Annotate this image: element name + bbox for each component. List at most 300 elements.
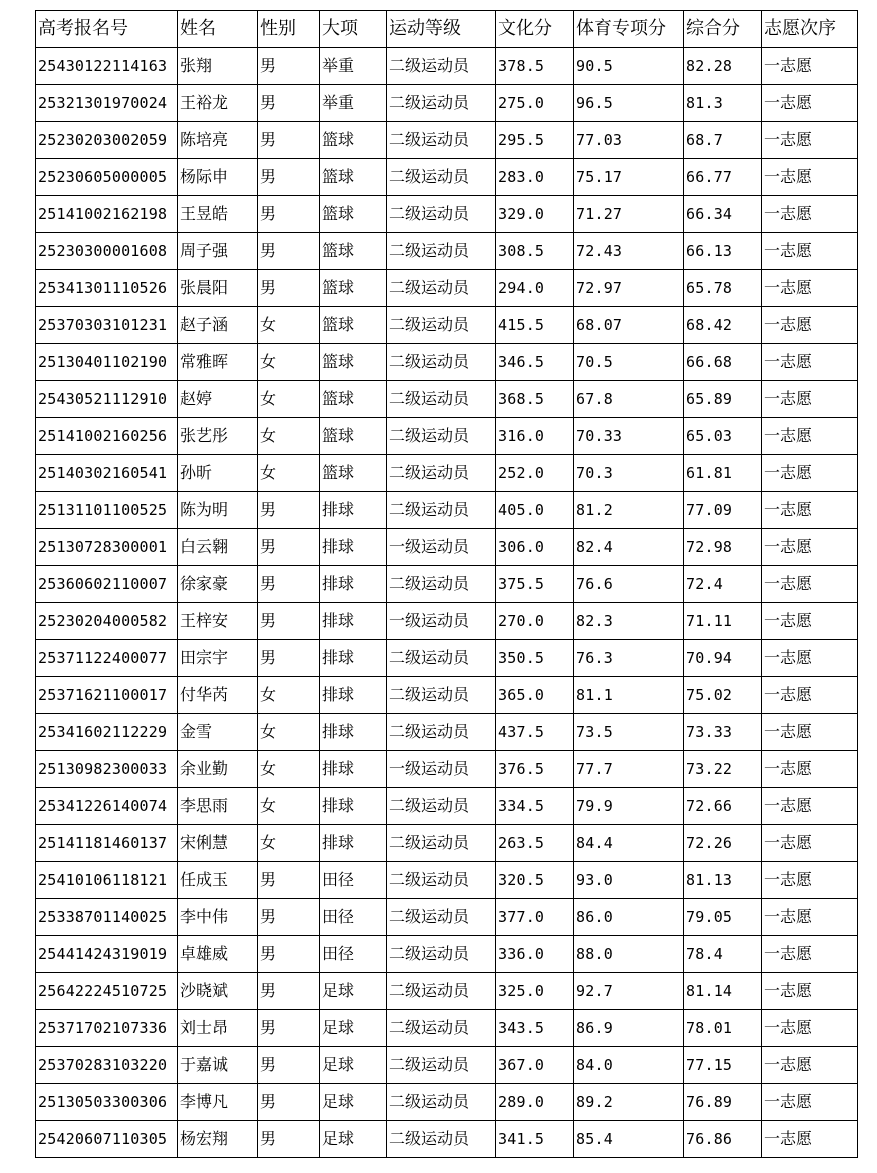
preference-cell: 一志愿 <box>762 1010 858 1047</box>
preference-cell: 一志愿 <box>762 381 858 418</box>
exam-id-cell: 25141181460137 <box>36 825 178 862</box>
culture-score-cell: 377.0 <box>496 899 574 936</box>
sport-cell: 篮球 <box>320 307 387 344</box>
sport-cell: 篮球 <box>320 159 387 196</box>
total-score-cell: 76.89 <box>684 1084 762 1121</box>
pe-score-cell: 77.7 <box>574 751 684 788</box>
table-row <box>36 1121 858 1158</box>
pe-score-cell: 85.4 <box>574 1121 684 1158</box>
exam-id-cell: 25130728300001 <box>36 529 178 566</box>
gender-cell: 男 <box>258 122 320 159</box>
name-cell: 张晨阳 <box>178 270 258 307</box>
gender-cell: 男 <box>258 233 320 270</box>
preference-cell: 一志愿 <box>762 529 858 566</box>
gender-cell: 男 <box>258 85 320 122</box>
table-row <box>36 529 858 566</box>
culture-score-cell: 336.0 <box>496 936 574 973</box>
exam-id-cell: 25338701140025 <box>36 899 178 936</box>
pe-score-cell: 76.6 <box>574 566 684 603</box>
name-cell: 李思雨 <box>178 788 258 825</box>
preference-cell: 一志愿 <box>762 270 858 307</box>
exam-id-cell: 25420607110305 <box>36 1121 178 1158</box>
athlete-level-cell: 二级运动员 <box>387 418 496 455</box>
culture-score-cell: 341.5 <box>496 1121 574 1158</box>
culture-score-cell: 350.5 <box>496 640 574 677</box>
preference-cell: 一志愿 <box>762 973 858 1010</box>
exam-id-cell: 25341226140074 <box>36 788 178 825</box>
sport-cell: 排球 <box>320 640 387 677</box>
table-body <box>36 48 858 1158</box>
name-cell: 金雪 <box>178 714 258 751</box>
exam-id-cell: 25140302160541 <box>36 455 178 492</box>
pe-score-cell: 84.0 <box>574 1047 684 1084</box>
preference-cell: 一志愿 <box>762 196 858 233</box>
gender-cell: 女 <box>258 751 320 788</box>
preference-cell: 一志愿 <box>762 936 858 973</box>
sport-cell: 足球 <box>320 1010 387 1047</box>
gender-cell: 男 <box>258 640 320 677</box>
pe-score-cell: 70.5 <box>574 344 684 381</box>
culture-score-cell: 334.5 <box>496 788 574 825</box>
gender-cell: 男 <box>258 603 320 640</box>
athlete-level-cell: 二级运动员 <box>387 492 496 529</box>
gender-cell: 女 <box>258 825 320 862</box>
header-athlete-level: 运动等级 <box>387 11 496 48</box>
gender-cell: 男 <box>258 1047 320 1084</box>
pe-score-cell: 67.8 <box>574 381 684 418</box>
gender-cell: 女 <box>258 418 320 455</box>
total-score-cell: 82.28 <box>684 48 762 85</box>
preference-cell: 一志愿 <box>762 418 858 455</box>
name-cell: 卓雄威 <box>178 936 258 973</box>
gender-cell: 男 <box>258 1010 320 1047</box>
culture-score-cell: 283.0 <box>496 159 574 196</box>
culture-score-cell: 294.0 <box>496 270 574 307</box>
table-row <box>36 788 858 825</box>
total-score-cell: 79.05 <box>684 899 762 936</box>
exam-id-cell: 25370283103220 <box>36 1047 178 1084</box>
header-total-score: 综合分 <box>684 11 762 48</box>
table-row <box>36 973 858 1010</box>
sport-cell: 足球 <box>320 1047 387 1084</box>
name-cell: 陈为明 <box>178 492 258 529</box>
sport-cell: 足球 <box>320 973 387 1010</box>
pe-score-cell: 96.5 <box>574 85 684 122</box>
preference-cell: 一志愿 <box>762 233 858 270</box>
total-score-cell: 68.42 <box>684 307 762 344</box>
culture-score-cell: 306.0 <box>496 529 574 566</box>
pe-score-cell: 81.2 <box>574 492 684 529</box>
sport-cell: 足球 <box>320 1121 387 1158</box>
total-score-cell: 81.13 <box>684 862 762 899</box>
sport-cell: 排球 <box>320 566 387 603</box>
athlete-level-cell: 二级运动员 <box>387 1010 496 1047</box>
sport-cell: 篮球 <box>320 381 387 418</box>
culture-score-cell: 378.5 <box>496 48 574 85</box>
total-score-cell: 65.89 <box>684 381 762 418</box>
exam-id-cell: 25341301110526 <box>36 270 178 307</box>
sport-cell: 篮球 <box>320 270 387 307</box>
gender-cell: 男 <box>258 566 320 603</box>
name-cell: 刘士昂 <box>178 1010 258 1047</box>
total-score-cell: 66.13 <box>684 233 762 270</box>
total-score-cell: 65.78 <box>684 270 762 307</box>
table-row <box>36 381 858 418</box>
total-score-cell: 72.98 <box>684 529 762 566</box>
total-score-cell: 75.02 <box>684 677 762 714</box>
header-preference-order: 志愿次序 <box>762 11 858 48</box>
pe-score-cell: 90.5 <box>574 48 684 85</box>
athlete-level-cell: 二级运动员 <box>387 85 496 122</box>
athlete-level-cell: 二级运动员 <box>387 48 496 85</box>
header-exam-id: 高考报名号 <box>36 11 178 48</box>
admission-table <box>35 10 858 1158</box>
admission-list-sheet <box>35 10 857 1158</box>
name-cell: 赵子涵 <box>178 307 258 344</box>
exam-id-cell: 25360602110007 <box>36 566 178 603</box>
pe-score-cell: 71.27 <box>574 196 684 233</box>
preference-cell: 一志愿 <box>762 48 858 85</box>
culture-score-cell: 289.0 <box>496 1084 574 1121</box>
culture-score-cell: 329.0 <box>496 196 574 233</box>
table-row <box>36 603 858 640</box>
athlete-level-cell: 一级运动员 <box>387 603 496 640</box>
gender-cell: 女 <box>258 381 320 418</box>
gender-cell: 男 <box>258 270 320 307</box>
preference-cell: 一志愿 <box>762 825 858 862</box>
pe-score-cell: 84.4 <box>574 825 684 862</box>
name-cell: 田宗宇 <box>178 640 258 677</box>
gender-cell: 女 <box>258 714 320 751</box>
name-cell: 张艺彤 <box>178 418 258 455</box>
sport-cell: 田径 <box>320 899 387 936</box>
sport-cell: 排球 <box>320 714 387 751</box>
preference-cell: 一志愿 <box>762 122 858 159</box>
culture-score-cell: 343.5 <box>496 1010 574 1047</box>
total-score-cell: 73.33 <box>684 714 762 751</box>
total-score-cell: 78.01 <box>684 1010 762 1047</box>
culture-score-cell: 308.5 <box>496 233 574 270</box>
total-score-cell: 71.11 <box>684 603 762 640</box>
name-cell: 杨宏翔 <box>178 1121 258 1158</box>
preference-cell: 一志愿 <box>762 159 858 196</box>
pe-score-cell: 81.1 <box>574 677 684 714</box>
athlete-level-cell: 二级运动员 <box>387 196 496 233</box>
table-row <box>36 455 858 492</box>
athlete-level-cell: 二级运动员 <box>387 122 496 159</box>
total-score-cell: 77.15 <box>684 1047 762 1084</box>
exam-id-cell: 25371122400077 <box>36 640 178 677</box>
exam-id-cell: 25230203002059 <box>36 122 178 159</box>
exam-id-cell: 25130982300033 <box>36 751 178 788</box>
athlete-level-cell: 二级运动员 <box>387 788 496 825</box>
name-cell: 孙昕 <box>178 455 258 492</box>
table-row <box>36 418 858 455</box>
sport-cell: 排球 <box>320 492 387 529</box>
total-score-cell: 76.86 <box>684 1121 762 1158</box>
preference-cell: 一志愿 <box>762 603 858 640</box>
preference-cell: 一志愿 <box>762 1047 858 1084</box>
name-cell: 王梓安 <box>178 603 258 640</box>
athlete-level-cell: 二级运动员 <box>387 566 496 603</box>
table-row <box>36 307 858 344</box>
pe-score-cell: 70.3 <box>574 455 684 492</box>
name-cell: 付华芮 <box>178 677 258 714</box>
table-row <box>36 122 858 159</box>
sport-cell: 篮球 <box>320 122 387 159</box>
total-score-cell: 77.09 <box>684 492 762 529</box>
table-row <box>36 196 858 233</box>
exam-id-cell: 25130503300306 <box>36 1084 178 1121</box>
exam-id-cell: 25230605000005 <box>36 159 178 196</box>
total-score-cell: 78.4 <box>684 936 762 973</box>
culture-score-cell: 365.0 <box>496 677 574 714</box>
header-sport: 大项 <box>320 11 387 48</box>
gender-cell: 女 <box>258 677 320 714</box>
gender-cell: 男 <box>258 48 320 85</box>
exam-id-cell: 25371702107336 <box>36 1010 178 1047</box>
table-row <box>36 862 858 899</box>
name-cell: 王裕龙 <box>178 85 258 122</box>
preference-cell: 一志愿 <box>762 85 858 122</box>
gender-cell: 男 <box>258 1084 320 1121</box>
pe-score-cell: 72.97 <box>574 270 684 307</box>
table-row <box>36 1010 858 1047</box>
sport-cell: 篮球 <box>320 233 387 270</box>
preference-cell: 一志愿 <box>762 566 858 603</box>
sport-cell: 足球 <box>320 1084 387 1121</box>
total-score-cell: 73.22 <box>684 751 762 788</box>
pe-score-cell: 70.33 <box>574 418 684 455</box>
athlete-level-cell: 二级运动员 <box>387 973 496 1010</box>
sport-cell: 排球 <box>320 677 387 714</box>
name-cell: 王昱皓 <box>178 196 258 233</box>
total-score-cell: 61.81 <box>684 455 762 492</box>
table-row <box>36 751 858 788</box>
total-score-cell: 68.7 <box>684 122 762 159</box>
athlete-level-cell: 二级运动员 <box>387 714 496 751</box>
sport-cell: 田径 <box>320 936 387 973</box>
culture-score-cell: 375.5 <box>496 566 574 603</box>
total-score-cell: 66.68 <box>684 344 762 381</box>
header-pe-score: 体育专项分 <box>574 11 684 48</box>
gender-cell: 男 <box>258 973 320 1010</box>
athlete-level-cell: 二级运动员 <box>387 825 496 862</box>
culture-score-cell: 376.5 <box>496 751 574 788</box>
name-cell: 于嘉诚 <box>178 1047 258 1084</box>
exam-id-cell: 25371621100017 <box>36 677 178 714</box>
exam-id-cell: 25130401102190 <box>36 344 178 381</box>
table-row <box>36 936 858 973</box>
sport-cell: 排球 <box>320 603 387 640</box>
pe-score-cell: 68.07 <box>574 307 684 344</box>
preference-cell: 一志愿 <box>762 788 858 825</box>
table-row <box>36 492 858 529</box>
name-cell: 宋俐慧 <box>178 825 258 862</box>
preference-cell: 一志愿 <box>762 862 858 899</box>
table-header-row <box>36 11 858 48</box>
table-row <box>36 677 858 714</box>
name-cell: 白云翱 <box>178 529 258 566</box>
preference-cell: 一志愿 <box>762 492 858 529</box>
culture-score-cell: 275.0 <box>496 85 574 122</box>
culture-score-cell: 437.5 <box>496 714 574 751</box>
athlete-level-cell: 二级运动员 <box>387 1121 496 1158</box>
preference-cell: 一志愿 <box>762 344 858 381</box>
table-row <box>36 640 858 677</box>
culture-score-cell: 295.5 <box>496 122 574 159</box>
gender-cell: 男 <box>258 899 320 936</box>
gender-cell: 男 <box>258 196 320 233</box>
preference-cell: 一志愿 <box>762 307 858 344</box>
total-score-cell: 65.03 <box>684 418 762 455</box>
total-score-cell: 66.77 <box>684 159 762 196</box>
athlete-level-cell: 二级运动员 <box>387 1084 496 1121</box>
preference-cell: 一志愿 <box>762 714 858 751</box>
name-cell: 赵婷 <box>178 381 258 418</box>
sport-cell: 举重 <box>320 85 387 122</box>
athlete-level-cell: 二级运动员 <box>387 270 496 307</box>
table-row <box>36 85 858 122</box>
table-row <box>36 233 858 270</box>
exam-id-cell: 25441424319019 <box>36 936 178 973</box>
athlete-level-cell: 二级运动员 <box>387 455 496 492</box>
total-score-cell: 66.34 <box>684 196 762 233</box>
total-score-cell: 72.66 <box>684 788 762 825</box>
table-row <box>36 714 858 751</box>
sport-cell: 排球 <box>320 788 387 825</box>
athlete-level-cell: 二级运动员 <box>387 862 496 899</box>
header-gender: 性别 <box>258 11 320 48</box>
gender-cell: 男 <box>258 492 320 529</box>
athlete-level-cell: 二级运动员 <box>387 899 496 936</box>
gender-cell: 男 <box>258 529 320 566</box>
name-cell: 沙晓斌 <box>178 973 258 1010</box>
header-culture-score: 文化分 <box>496 11 574 48</box>
sport-cell: 排球 <box>320 825 387 862</box>
sport-cell: 篮球 <box>320 344 387 381</box>
sport-cell: 排球 <box>320 751 387 788</box>
exam-id-cell: 25131101100525 <box>36 492 178 529</box>
pe-score-cell: 86.0 <box>574 899 684 936</box>
preference-cell: 一志愿 <box>762 899 858 936</box>
exam-id-cell: 25370303101231 <box>36 307 178 344</box>
total-score-cell: 72.26 <box>684 825 762 862</box>
athlete-level-cell: 二级运动员 <box>387 677 496 714</box>
culture-score-cell: 320.5 <box>496 862 574 899</box>
gender-cell: 女 <box>258 307 320 344</box>
preference-cell: 一志愿 <box>762 751 858 788</box>
pe-score-cell: 77.03 <box>574 122 684 159</box>
table-row <box>36 566 858 603</box>
table-row <box>36 344 858 381</box>
culture-score-cell: 263.5 <box>496 825 574 862</box>
pe-score-cell: 88.0 <box>574 936 684 973</box>
culture-score-cell: 270.0 <box>496 603 574 640</box>
culture-score-cell: 415.5 <box>496 307 574 344</box>
sport-cell: 篮球 <box>320 418 387 455</box>
exam-id-cell: 25321301970024 <box>36 85 178 122</box>
preference-cell: 一志愿 <box>762 455 858 492</box>
name-cell: 周子强 <box>178 233 258 270</box>
pe-score-cell: 72.43 <box>574 233 684 270</box>
name-cell: 任成玉 <box>178 862 258 899</box>
table-row <box>36 1084 858 1121</box>
culture-score-cell: 325.0 <box>496 973 574 1010</box>
culture-score-cell: 252.0 <box>496 455 574 492</box>
total-score-cell: 81.3 <box>684 85 762 122</box>
name-cell: 张翔 <box>178 48 258 85</box>
athlete-level-cell: 一级运动员 <box>387 751 496 788</box>
pe-score-cell: 75.17 <box>574 159 684 196</box>
athlete-level-cell: 二级运动员 <box>387 233 496 270</box>
name-cell: 杨际申 <box>178 159 258 196</box>
pe-score-cell: 76.3 <box>574 640 684 677</box>
exam-id-cell: 25141002162198 <box>36 196 178 233</box>
name-cell: 常雅晖 <box>178 344 258 381</box>
table-row <box>36 825 858 862</box>
preference-cell: 一志愿 <box>762 677 858 714</box>
name-cell: 余业勤 <box>178 751 258 788</box>
athlete-level-cell: 二级运动员 <box>387 936 496 973</box>
gender-cell: 男 <box>258 862 320 899</box>
table-row <box>36 1047 858 1084</box>
gender-cell: 女 <box>258 344 320 381</box>
sport-cell: 举重 <box>320 48 387 85</box>
preference-cell: 一志愿 <box>762 640 858 677</box>
pe-score-cell: 73.5 <box>574 714 684 751</box>
athlete-level-cell: 二级运动员 <box>387 640 496 677</box>
name-cell: 李博凡 <box>178 1084 258 1121</box>
athlete-level-cell: 一级运动员 <box>387 529 496 566</box>
sport-cell: 篮球 <box>320 455 387 492</box>
pe-score-cell: 89.2 <box>574 1084 684 1121</box>
culture-score-cell: 405.0 <box>496 492 574 529</box>
exam-id-cell: 25430122114163 <box>36 48 178 85</box>
culture-score-cell: 367.0 <box>496 1047 574 1084</box>
pe-score-cell: 86.9 <box>574 1010 684 1047</box>
header-name: 姓名 <box>178 11 258 48</box>
athlete-level-cell: 二级运动员 <box>387 344 496 381</box>
pe-score-cell: 79.9 <box>574 788 684 825</box>
sport-cell: 排球 <box>320 529 387 566</box>
exam-id-cell: 25410106118121 <box>36 862 178 899</box>
table-row <box>36 270 858 307</box>
sport-cell: 田径 <box>320 862 387 899</box>
exam-id-cell: 25430521112910 <box>36 381 178 418</box>
total-score-cell: 81.14 <box>684 973 762 1010</box>
pe-score-cell: 93.0 <box>574 862 684 899</box>
pe-score-cell: 92.7 <box>574 973 684 1010</box>
name-cell: 徐家豪 <box>178 566 258 603</box>
gender-cell: 女 <box>258 788 320 825</box>
pe-score-cell: 82.3 <box>574 603 684 640</box>
culture-score-cell: 346.5 <box>496 344 574 381</box>
preference-cell: 一志愿 <box>762 1084 858 1121</box>
exam-id-cell: 25230204000582 <box>36 603 178 640</box>
gender-cell: 女 <box>258 455 320 492</box>
table-row <box>36 48 858 85</box>
gender-cell: 男 <box>258 936 320 973</box>
exam-id-cell: 25141002160256 <box>36 418 178 455</box>
total-score-cell: 72.4 <box>684 566 762 603</box>
athlete-level-cell: 二级运动员 <box>387 381 496 418</box>
exam-id-cell: 25642224510725 <box>36 973 178 1010</box>
gender-cell: 男 <box>258 159 320 196</box>
sport-cell: 篮球 <box>320 196 387 233</box>
culture-score-cell: 368.5 <box>496 381 574 418</box>
athlete-level-cell: 二级运动员 <box>387 307 496 344</box>
